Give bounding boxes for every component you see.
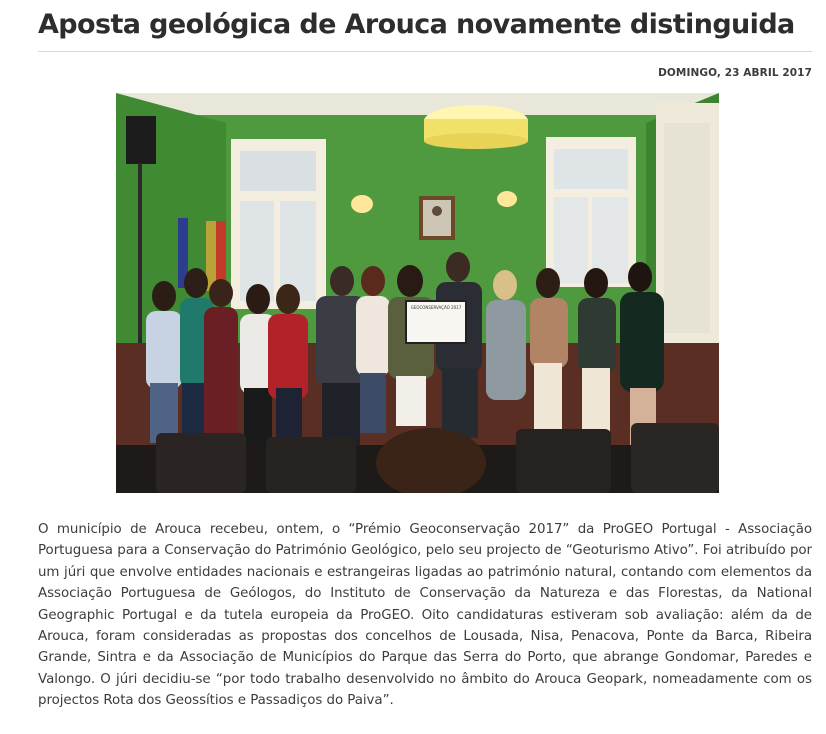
article [38, 0, 812, 709]
award-ceremony-photo [116, 93, 719, 493]
article-photo [116, 93, 719, 493]
article-title: Aposta geológica de Arouca novamente distinguida [38, 9, 795, 40]
certificate-label: GEOCONSERVAÇÃO 2017 [410, 305, 462, 310]
article-date: DOMINGO, 23 ABRIL 2017 [658, 67, 812, 79]
article-body: O município de Arouca recebeu, ontem, o “Prémio Geoconservação 2017” da ProGEO Portugal - Associação Portuguesa para a Conservação do Património Geológico, pelo seu projecto de “Geoturismo Ativo”. Foi atribuído por um júri que envolve entidades nacionais e estrangeiras ligadas ao património natural, contando com elementos da Associação Portuguesa de Geólogos, do Instituto de Conservação da Natureza e das Florestas, da National Geographic Portugal e da tutela europeia da ProGEO. Oito candidaturas estiveram sob avaliação: além da de Arouca, foram consideradas as propostas dos concelhos de Lousada, Nisa, Penacova, Ponte da Barca, Ribeira Grande, Sintra e da Associação de Municípios do Parque das Serra do Porto, que abrange Gondomar, Paredes e Valongo. O júri decidiu-se “por todo trabalho desenvolvido no âmbito do Arouca Geopark, nomeadamente com os projectos Rota dos Geossítios e Passadiços do Paiva”. [38, 522, 812, 709]
title-divider [38, 51, 812, 52]
